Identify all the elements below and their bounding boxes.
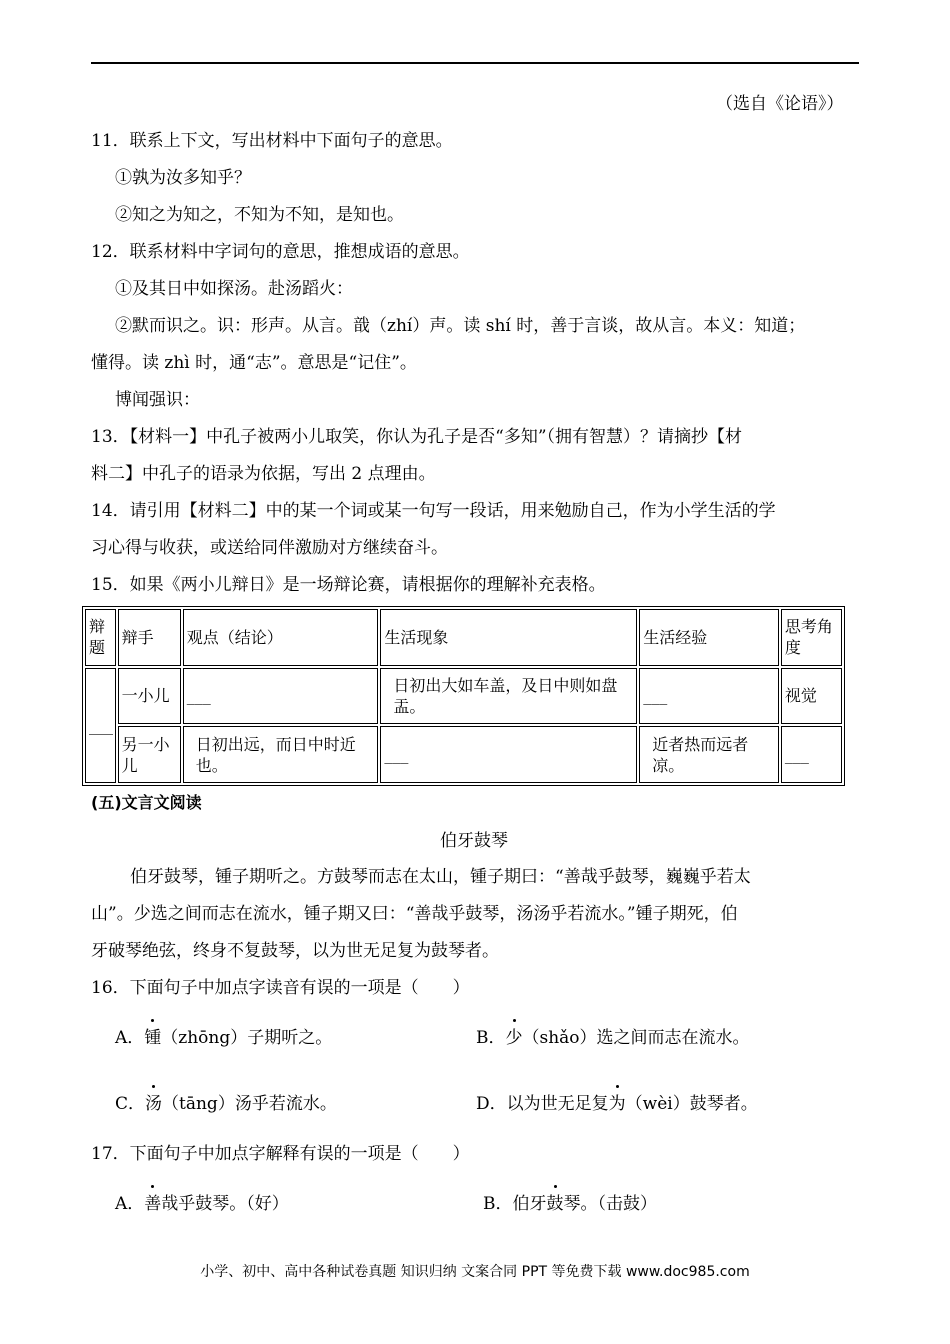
row2-debater: 另一小儿 [118, 726, 181, 783]
option-label: C． [115, 1094, 146, 1114]
passage-title: 伯牙鼓琴 [440, 831, 508, 851]
q16-option-c[interactable] [115, 1093, 337, 1115]
table-row [85, 668, 842, 725]
debate-table [82, 606, 845, 786]
dotted-char: 鼓 [546, 1194, 564, 1214]
topic-blank: ___ [85, 668, 116, 783]
header-phenomenon: 生活现象 [380, 609, 637, 666]
option-label: B． [483, 1194, 513, 1214]
dotted-char: 少 [505, 1028, 523, 1048]
row1-debater: 一小儿 [118, 668, 181, 725]
row1-phenomenon: 日初出大如车盖，及日中则如盘盂。 [380, 668, 637, 725]
q11-sentence-2: ②知之为知之，不知为不知，是知也。 [115, 205, 404, 225]
q13-line2: 料二】中孔子的语录为依据，写出 2 点理由。 [91, 464, 436, 484]
q12-item-1: ①及其日中如探汤。赴汤蹈火： [115, 279, 353, 299]
row2-angle: ___ [781, 726, 842, 783]
q16-stem: 16．下面句子中加点字读音有误的一项是（ ） [91, 978, 470, 998]
option-text: （wèi）鼓琴者。 [625, 1094, 758, 1114]
option-text-pre: 伯牙 [512, 1194, 547, 1214]
row2-phenomenon: ___ [380, 726, 637, 783]
q12-item-2-line1: ②默而识之。识：形声。从言。戠（zhí）声。读 shí 时，善于言谈，故从言。本义：知道； [115, 316, 806, 336]
table-header-row [85, 609, 842, 666]
row1-view: ___ [183, 668, 379, 725]
q17-option-b[interactable] [483, 1193, 657, 1215]
dotted-char: 善 [144, 1194, 162, 1214]
source-note: （选自《论语》） [716, 94, 844, 114]
option-text: 琴。（击鼓） [563, 1194, 657, 1214]
option-label: D． [476, 1094, 507, 1114]
option-label: B． [476, 1028, 506, 1048]
q12-item-2-line2: 懂得。读 zhì 时，通“志”。意思是“记住”。 [91, 353, 417, 373]
q17-option-a[interactable] [115, 1193, 289, 1215]
option-label: A． [115, 1194, 145, 1214]
passage-line-1: 伯牙鼓琴，锺子期听之。方鼓琴而志在太山，锺子期曰：“善哉乎鼓琴，巍巍乎若太 [130, 867, 751, 887]
q14-line1: 14．请引用【材料二】中的某一个词或某一句写一段话，用来勉励自己，作为小学生活的学 [91, 501, 776, 521]
dotted-char: 汤 [145, 1094, 163, 1114]
passage-line-2: 山”。少选之间而志在流水，锺子期又曰：“善哉乎鼓琴，汤汤乎若流水。”锺子期死，伯 [91, 904, 738, 924]
q14-line2: 习心得与收获，或送给同伴激励对方继续奋斗。 [91, 538, 448, 558]
header-topic: 辩题 [85, 609, 116, 666]
header-view: 观点（结论） [183, 609, 379, 666]
header-rule [91, 62, 859, 64]
row1-experience: ___ [639, 668, 779, 725]
option-text: （zhōng）子期听之。 [161, 1028, 333, 1048]
table-row [85, 726, 842, 783]
q16-option-d[interactable] [476, 1093, 758, 1115]
section-heading: (五)文言文阅读 [91, 793, 202, 812]
q16-option-b[interactable] [476, 1027, 750, 1049]
q15-stem: 15．如果《两小儿辩日》是一场辩论赛，请根据你的理解补充表格。 [91, 575, 606, 595]
option-text-pre: 以为世无足复 [506, 1094, 609, 1114]
q17-stem: 17．下面句子中加点字解释有误的一项是（ ） [91, 1144, 470, 1164]
passage-line-3: 牙破琴绝弦，终身不复鼓琴，以为世无足复为鼓琴者。 [91, 941, 499, 961]
option-label: A． [115, 1028, 145, 1048]
q16-option-a[interactable] [115, 1027, 332, 1049]
option-text: （shǎo）选之间而志在流水。 [522, 1028, 750, 1048]
row2-view: 日初出远，而日中时近也。 [183, 726, 379, 783]
q12-stem: 12．联系材料中字词句的意思，推想成语的意思。 [91, 242, 470, 262]
header-angle: 思考角度 [781, 609, 842, 666]
q12-item-3: 博闻强识： [115, 390, 200, 410]
header-debater: 辩手 [118, 609, 181, 666]
footer-text: 小学、初中、高中各种试卷真题 知识归纳 文案合同 PPT 等免费下载 www.doc985.com [200, 1264, 750, 1280]
dotted-char: 为 [608, 1094, 626, 1114]
dotted-char: 锺 [144, 1028, 162, 1048]
row2-experience: 近者热而远者凉。 [639, 726, 779, 783]
option-text: （tāng）汤乎若流水。 [162, 1094, 337, 1114]
header-experience: 生活经验 [639, 609, 779, 666]
q11-stem: 11．联系上下文，写出材料中下面句子的意思。 [91, 131, 453, 151]
option-text: 哉乎鼓琴。（好） [161, 1194, 289, 1214]
row1-angle: 视觉 [781, 668, 842, 725]
q13-line1: 13．【材料一】中孔子被两小儿取笑，你认为孔子是否“多知”（拥有智慧）？请摘抄【材 [91, 427, 743, 447]
q11-sentence-1: ①孰为汝多知乎？ [115, 168, 251, 188]
